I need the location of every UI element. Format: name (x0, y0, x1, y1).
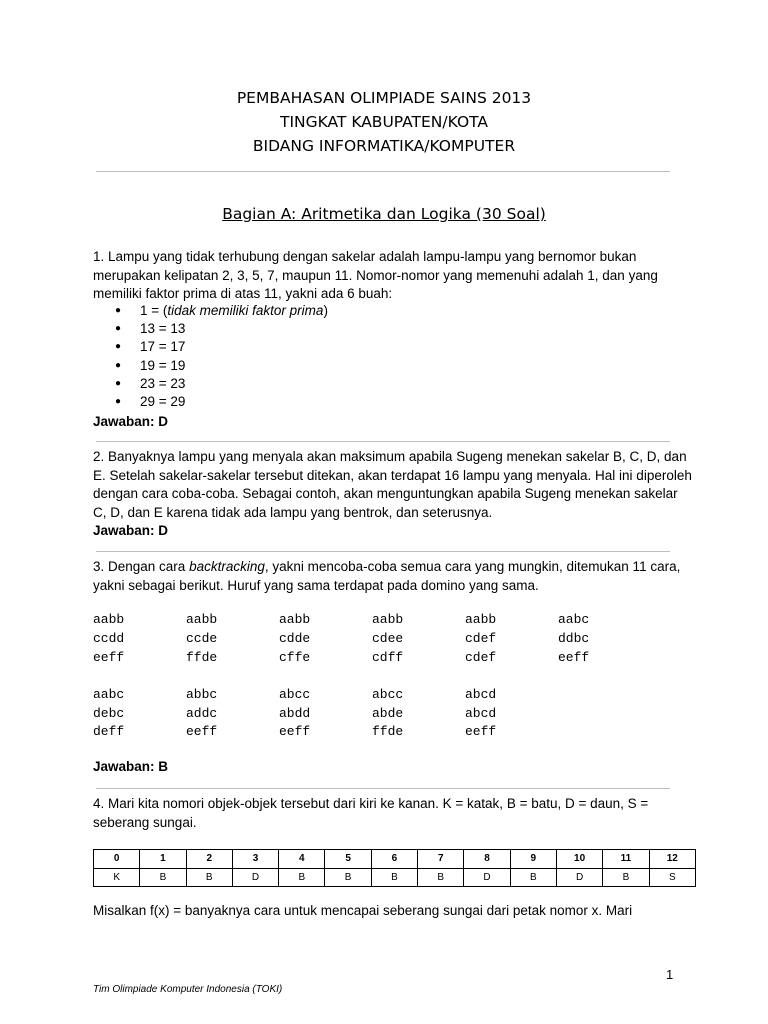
table-header-cell: 1 (140, 850, 186, 869)
domino-cell: abdd (279, 706, 311, 721)
table-cell: B (603, 868, 649, 887)
table-header-cell: 6 (371, 850, 417, 869)
table-header-row (94, 850, 696, 869)
question-1-answer: Jawaban: D (93, 414, 169, 429)
domino-cell: ddbc (558, 631, 590, 646)
domino-cell: abcc (279, 687, 311, 702)
table-cell: B (186, 868, 232, 887)
question-3-answer: Jawaban: B (93, 759, 169, 774)
domino-cell: abcd (465, 706, 497, 721)
domino-cell: ffde (186, 650, 218, 665)
table-cell: D (464, 868, 510, 887)
table-cell: B (418, 868, 464, 887)
domino-cell: abde (372, 706, 404, 721)
domino-cell: aabb (279, 612, 311, 627)
domino-cell: aabb (186, 612, 218, 627)
header-divider (96, 171, 670, 172)
table-cell: B (510, 868, 556, 887)
domino-cell: cffe (279, 650, 311, 665)
question-3-text: 3. Dengan cara backtracking, yakni mencoba-coba semua cara yang mungkin, ditemukan 11 cara, yakni sebagai berikut. Huruf yang sama terdapat pada domino yang sama. (93, 559, 681, 593)
table-header-cell: 0 (94, 850, 140, 869)
domino-cell: ccdd (93, 631, 125, 646)
domino-cell: addc (186, 706, 218, 721)
table-header-cell: 10 (556, 850, 602, 869)
domino-cell: aabc (93, 687, 125, 702)
domino-cell: eeff (93, 650, 125, 665)
domino-cell: cdff (372, 650, 404, 665)
domino-cell: ccde (186, 631, 218, 646)
section-title: Bagian A: Aritmetika dan Logika (30 Soal) (222, 205, 546, 223)
list-item: ● 1 = (tidak memiliki faktor prima) (93, 302, 328, 320)
table-cell: K (94, 868, 140, 887)
table-cell: B (279, 868, 325, 887)
domino-cell: eeff (465, 724, 497, 739)
domino-cell: aabc (558, 612, 590, 627)
table-cell: S (649, 868, 695, 887)
divider (96, 551, 670, 552)
page-number: 1 (666, 967, 674, 982)
title-line-1: PEMBAHASAN OLIMPIADE SAINS 2013 (236, 89, 532, 107)
domino-cell: aabb (465, 612, 497, 627)
domino-cell: abbc (186, 687, 218, 702)
list-item: ● 17 = 17 (93, 338, 328, 356)
domino-cell: eeff (279, 724, 311, 739)
domino-cell: cdde (279, 631, 311, 646)
question-1-list (93, 302, 328, 411)
domino-cell: ffde (372, 724, 404, 739)
table-header-cell: 7 (418, 850, 464, 869)
stone-table (93, 849, 696, 887)
list-item: ● 23 = 23 (93, 375, 328, 393)
table-header-cell: 3 (232, 850, 278, 869)
domino-cell: eeff (186, 724, 218, 739)
table-cell: D (232, 868, 278, 887)
domino-cell: cdef (465, 650, 497, 665)
domino-cell: abcd (465, 687, 497, 702)
list-item: ● 29 = 29 (93, 393, 328, 411)
table-header-cell: 8 (464, 850, 510, 869)
question-2-answer: Jawaban: D (93, 523, 169, 538)
question-1-text: 1. Lampu yang tidak terhubung dengan sakelar adalah lampu-lampu yang bernomor bukan merupakan kelipatan 2, 3, 5, 7, maupun 11. Nomor-nomor yang memenuhi adalah 1, dan yang memiliki faktor prima di atas 11, yakni ada 6 buah: (93, 249, 658, 301)
table-row (94, 868, 696, 887)
divider (96, 788, 670, 789)
list-item: ● 19 = 19 (93, 357, 328, 375)
divider (96, 441, 670, 442)
table-cell: B (140, 868, 186, 887)
table-header-cell: 5 (325, 850, 371, 869)
domino-cell: cdef (465, 631, 497, 646)
domino-cell: debc (93, 706, 125, 721)
domino-cell: abcc (372, 687, 404, 702)
title-line-3: BIDANG INFORMATIKA/KOMPUTER (252, 137, 516, 155)
table-header-cell: 11 (603, 850, 649, 869)
question-4-text: 4. Mari kita nomori objek-objek tersebut dari kiri ke kanan. K = katak, B = batu, D = daun, S = seberang sungai. (93, 796, 649, 830)
table-header-cell: 4 (279, 850, 325, 869)
title-line-2: TINGKAT KABUPATEN/KOTA (279, 113, 489, 131)
question-4-continuation: Misalkan f(x) = banyaknya cara untuk mencapai seberang sungai dari petak nomor x. Mari (93, 903, 633, 918)
domino-cell: aabb (372, 612, 404, 627)
table-header-cell: 12 (649, 850, 695, 869)
domino-cell: cdee (372, 631, 404, 646)
table-header-cell: 2 (186, 850, 232, 869)
list-item: ● 13 = 13 (93, 320, 328, 338)
domino-cell: aabb (93, 612, 125, 627)
table-cell: D (556, 868, 602, 887)
table-cell: B (371, 868, 417, 887)
domino-cell: deff (93, 724, 125, 739)
footer-credit: Tim Olimpiade Komputer Indonesia (TOKI) (93, 984, 283, 995)
question-2-text: 2. Banyaknya lampu yang menyala akan maksimum apabila Sugeng menekan sakelar B, C, D, dan E. Setelah sakelar-sakelar tersebut ditekan, akan terdapat 16 lampu yang menyala. Hal ini diperoleh dengan cara coba-coba. Sebagai contoh, akan menguntungkan apabila Sugeng menekan sakelar C, D, dan E karena tidak ada lampu yang bentrok, dan seterusnya. (93, 449, 692, 520)
domino-cell: eeff (558, 650, 590, 665)
table-cell: B (325, 868, 371, 887)
table-header-cell: 9 (510, 850, 556, 869)
